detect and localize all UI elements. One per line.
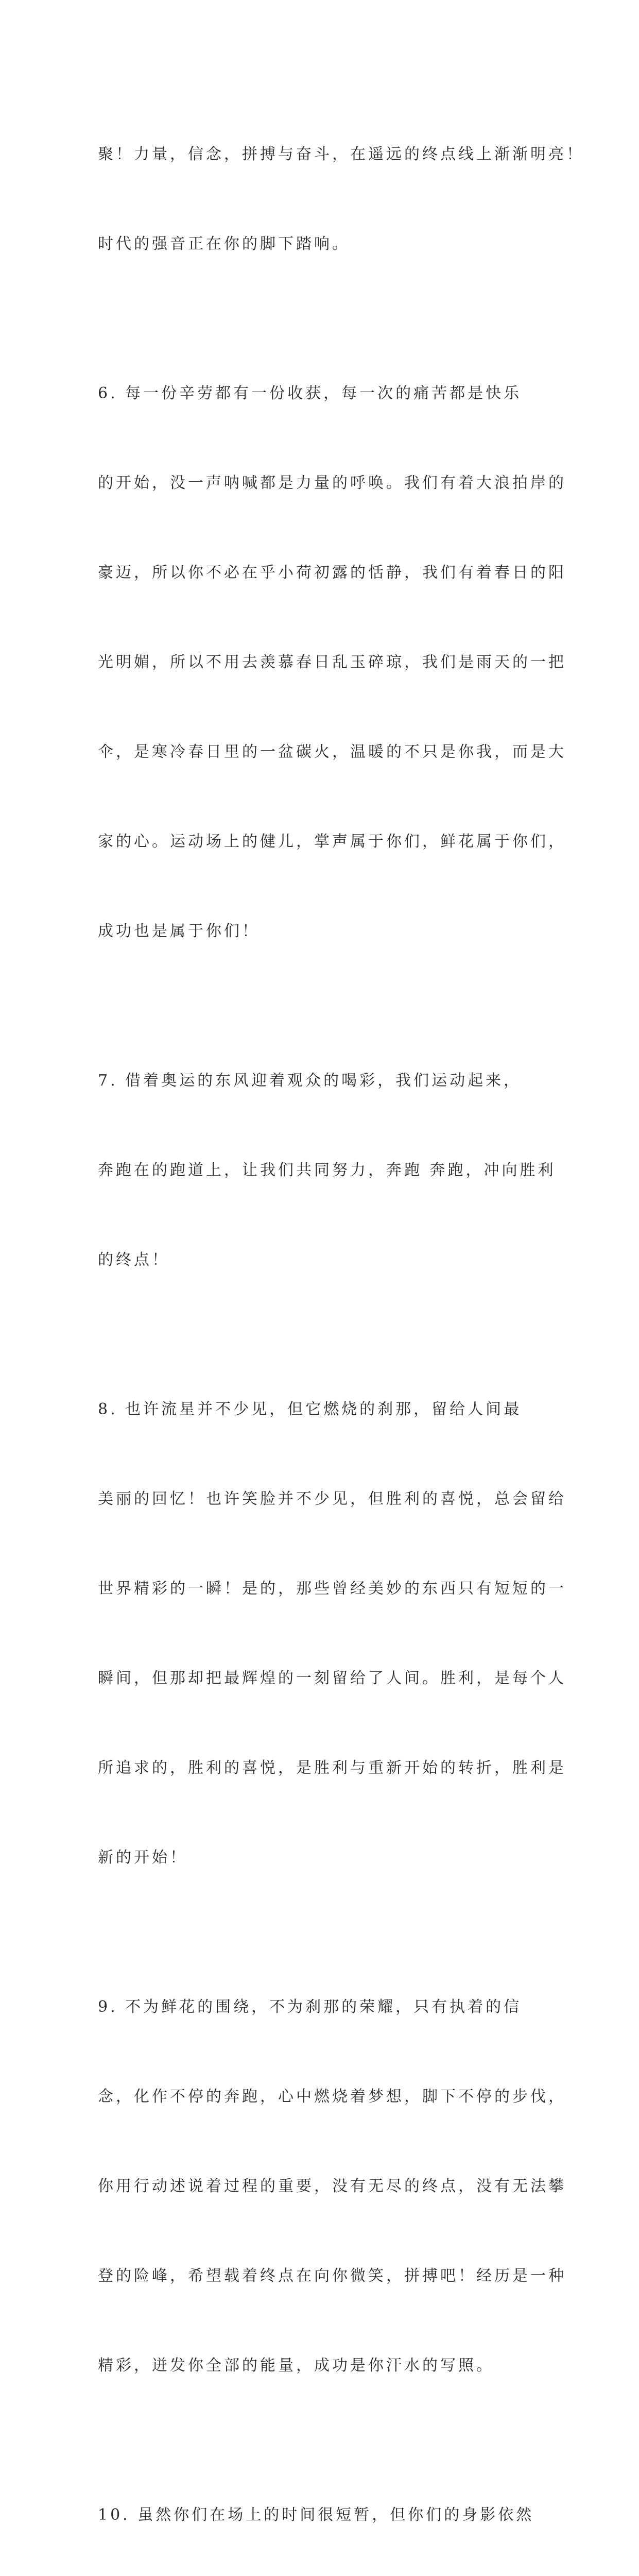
paragraph-6 — [98, 319, 566, 1006]
paragraph-9 — [98, 1933, 566, 2441]
text-line: 美丽的回忆！也许笑脸并不少见，但胜利的喜悦，总会留给 — [98, 1490, 566, 1508]
text-line: 聚！力量，信念，拼搏与奋斗，在遥远的终点线上渐渐明亮！ — [98, 145, 584, 163]
text-line: 所追求的，胜利的喜悦，是胜利与重新开始的转折，胜利是 — [98, 1759, 566, 1777]
text-line: 奔跑在的跑道上，让我们共同努力，奔跑 奔跑，冲向胜利 — [98, 1161, 556, 1179]
text-line: 世界精彩的一瞬！是的，那些曾经美妙的东西只有短短的一 — [98, 1580, 566, 1598]
text-line: 念，化作不停的奔跑，心中燃烧着梦想，脚下不停的步伐， — [98, 2088, 566, 2106]
text-line: 6. 每一份辛劳都有一份收获，每一次的痛苦都是快乐 — [98, 384, 522, 402]
text-line: 9. 不为鲜花的围绕，不为刹那的荣耀，只有执着的信 — [98, 1998, 522, 2016]
text-line: 伞，是寒冷春日里的一盆碳火，温暖的不只是你我，而是大 — [98, 743, 566, 761]
text-line: 的开始，没一声呐喊都是力量的呼唤。我们有着大浪拍岸的 — [98, 474, 566, 492]
text-line: 的终点！ — [98, 1251, 170, 1269]
paragraph-8 — [98, 1335, 566, 1933]
text-line: 新的开始！ — [98, 1849, 188, 1867]
text-line: 8. 也许流星并不少见，但它燃烧的刹那，留给人间最 — [98, 1400, 522, 1418]
text-line: 成功也是属于你们！ — [98, 922, 260, 940]
text-line: 10. 虽然你们在场上的时间很短暂，但你们的身影依然 — [98, 2506, 534, 2524]
text-line: 7. 借着奥运的东风迎着观众的喝彩，我们运动起来， — [98, 1072, 522, 1090]
text-line: 精彩，迸发你全部的能量，成功是你汗水的写照。 — [98, 2357, 494, 2375]
paragraph-7 — [98, 1006, 556, 1335]
paragraph-10 — [98, 2441, 542, 2576]
text-line: 你用行动述说着过程的重要，没有无尽的终点，没有无法攀 — [98, 2177, 566, 2195]
text-line: 瞬间，但那却把最辉煌的一刻留给了人间。胜利，是每个人 — [98, 1669, 566, 1687]
document-body — [98, 80, 584, 2576]
text-line: 登的险峰，希望载着终点在向你微笑，拼搏吧！经历是一种 — [98, 2267, 566, 2285]
paragraph-continuation — [98, 80, 584, 319]
text-line: 光明媚，所以不用去羡慕春日乱玉碎琼，我们是雨天的一把 — [98, 653, 566, 671]
text-line: 家的心。运动场上的健儿，掌声属于你们，鲜花属于你们， — [98, 833, 566, 851]
text-line: 豪迈，所以你不必在乎小荷初露的恬静，我们有着春日的阳 — [98, 564, 566, 582]
text-line: 时代的强音正在你的脚下踏响。 — [98, 235, 350, 253]
